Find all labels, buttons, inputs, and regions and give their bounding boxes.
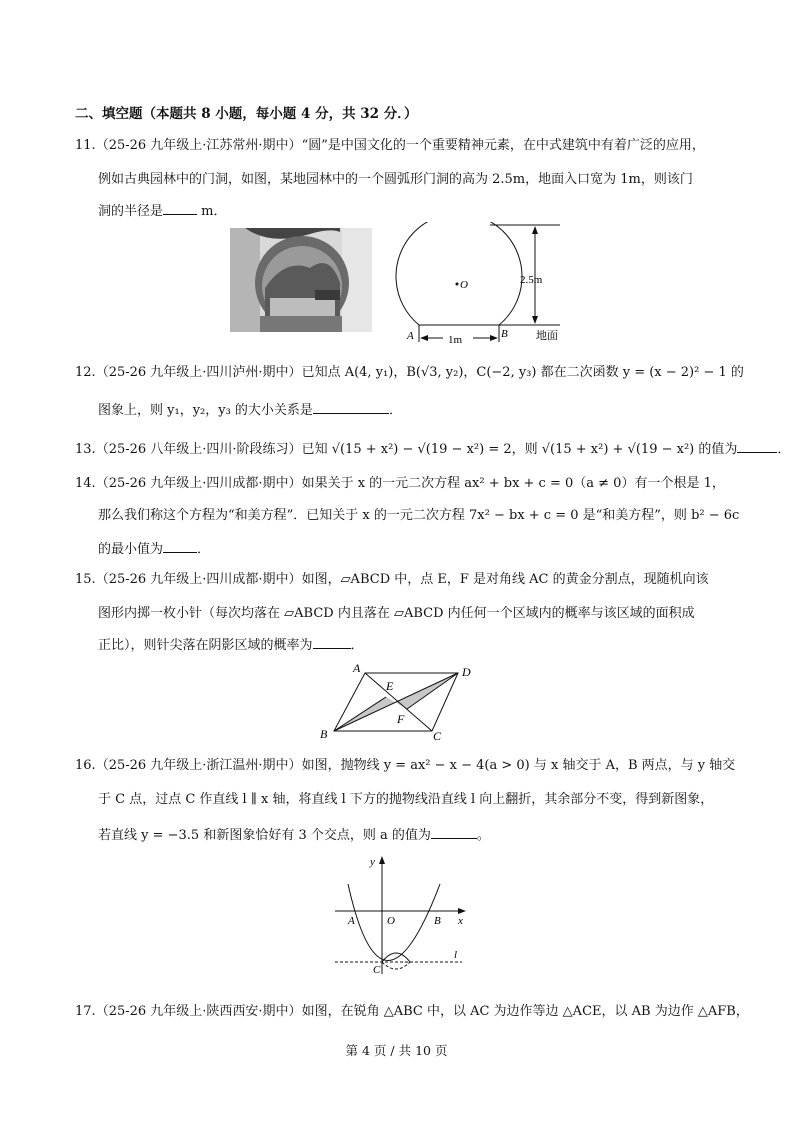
question-text: 的最小值为 — [98, 542, 164, 557]
question-source: （25-26 九年级上·四川成都·期中） — [95, 476, 302, 491]
question-number: 13. — [75, 442, 96, 457]
question-source: （25-26 九年级上·陕西西安·期中） — [95, 1004, 302, 1019]
question-14-line-3 — [98, 540, 210, 558]
question-number: 11. — [75, 138, 96, 153]
question-13-line-1 — [75, 440, 790, 458]
question-text: 洞的半径是 — [98, 204, 164, 219]
moon-gate-photo — [230, 228, 372, 332]
question-text: “圆”是中国文化的一个重要精神元素，在中式建筑中有着广泛的应用， — [301, 138, 705, 153]
question-text: 若直线 y = −3.5 和新图象恰好有 3 个交点，则 a 的值为 — [98, 828, 431, 843]
question-number: 15. — [75, 572, 96, 587]
label-ground: 地面 — [536, 330, 558, 342]
label-height: 2.5m — [520, 274, 543, 286]
question-text: 已知点 A(4, y₁)，B(√3, y₂)，C(−2, y₃) 都在二次函数 y = (x − 2)² − 1 的 — [301, 365, 744, 380]
question-text: 正比），则针尖落在阴影区域的概率为 — [98, 638, 313, 653]
label-a: A — [407, 330, 414, 342]
question-text: ． — [197, 542, 211, 557]
question-text: ． — [388, 403, 402, 418]
question-text: m． — [197, 204, 227, 219]
question-text: ． — [777, 442, 791, 457]
question-14-line-1 — [75, 476, 725, 492]
label-c: C — [373, 964, 381, 976]
question-source: （25-26 九年级上·四川泸州·期中） — [95, 365, 302, 380]
question-source: （25-26 九年级上·浙江温州·期中） — [95, 758, 302, 773]
question-text: 如图，抛物线 y = ax² − x − 4(a > 0) 与 x 轴交于 A，B 两点，与 y 轴交 — [301, 758, 736, 773]
label-center-o: O — [460, 279, 468, 291]
answer-blank[interactable] — [737, 440, 777, 453]
answer-blank[interactable] — [313, 401, 389, 414]
label-x: x — [458, 915, 463, 927]
question-text: 。 — [476, 828, 490, 843]
question-text: 图象上，则 y₁，y₂，y₃ 的大小关系是 — [98, 403, 313, 418]
question-text: 如果关于 x 的一元二次方程 ax² + bx + c = 0（a ≠ 0）有一个根是 1， — [301, 476, 725, 491]
answer-blank[interactable] — [163, 540, 197, 553]
label-f: F — [397, 712, 405, 726]
label-l: l — [454, 949, 458, 961]
label-b: B — [320, 727, 328, 740]
question-16-line-1 — [75, 758, 735, 774]
question-11-line-3 — [98, 202, 226, 220]
parallelogram-diagram — [312, 658, 487, 740]
label-b: B — [434, 915, 441, 927]
question-number: 14. — [75, 476, 96, 491]
label-d: D — [462, 665, 471, 679]
arch-diagram — [395, 222, 575, 347]
label-a: A — [353, 661, 361, 675]
question-number: 17. — [75, 1004, 96, 1019]
answer-blank[interactable] — [163, 202, 197, 215]
label-b: B — [501, 328, 508, 340]
question-text: 已知 √(15 + x²) − √(19 − x²) = 2，则 √(15 + x²) + √(19 − x²) 的值为 — [301, 442, 738, 457]
answer-blank[interactable] — [313, 636, 351, 649]
question-11-line-1 — [75, 138, 705, 154]
question-11-line-2: 例如古典园林中的门洞，如图，某地园林中的一个圆弧形门洞的高为 2.5m，地面入口宽为 1m，则该门 — [98, 172, 693, 187]
question-source: （25-26 八年级上·四川·阶段练习） — [95, 442, 302, 457]
question-12-line-2 — [98, 401, 402, 419]
label-width: 1m — [448, 334, 463, 346]
parabola-diagram — [330, 852, 470, 977]
question-15-line-2: 图形内掷一枚小针（每次均落在 ▱ABCD 内且落在 ▱ABCD 内任何一个区域内的概率与该区域的面积成 — [98, 606, 695, 621]
label-o: O — [387, 915, 395, 927]
question-14-line-2: 那么我们称这个方程为“和美方程”．已知关于 x 的一元二次方程 7x² − bx + c = 0 是“和美方程”，则 b² − 6c — [98, 508, 740, 523]
label-e: E — [386, 679, 394, 693]
label-y: y — [370, 856, 375, 868]
question-source: （25-26 九年级上·四川成都·期中） — [95, 572, 302, 587]
question-text: 如图，▱ABCD 中，点 E，F 是对角线 AC 的黄金分割点，现随机向该 — [301, 572, 709, 587]
question-text: ． — [350, 638, 364, 653]
moon-gate-photo-icon — [230, 228, 372, 332]
question-16-line-3 — [98, 826, 490, 844]
answer-blank[interactable] — [431, 826, 477, 839]
question-15-line-3 — [98, 636, 364, 654]
question-number: 12. — [75, 365, 96, 380]
question-12-line-1 — [75, 365, 744, 381]
label-c: C — [433, 729, 442, 740]
question-16-line-2: 于 C 点，过点 C 作直线 l ∥ x 轴，将直线 l 下方的抛物线沿直线 l 向上翻折，其余部分不变，得到新图象， — [98, 792, 714, 807]
label-a: A — [348, 915, 355, 927]
question-source: （25-26 九年级上·江苏常州·期中） — [95, 138, 302, 153]
section-title: 二、填空题（本题共 8 小题，每小题 4 分，共 32 分．） — [75, 106, 418, 122]
question-17-line-1 — [75, 1004, 749, 1020]
question-15-line-1 — [75, 572, 709, 588]
question-number: 16. — [75, 758, 96, 773]
question-text: 如图，在锐角 △ABC 中，以 AC 为边作等边 △ACE，以 AB 为边作 △AFB， — [301, 1004, 749, 1019]
page-footer: 第 4 页 / 共 10 页 — [345, 1043, 448, 1058]
